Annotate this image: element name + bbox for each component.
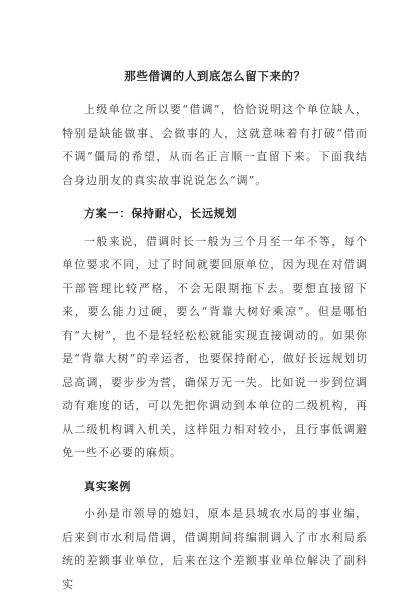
intro-paragraph: 上级单位之所以要“借调”，恰恰说明这个单位缺人，特别是缺能做事、会做事的人，这就意味着有打破“借而不调”僵局的希望，从而名正言顺一直留下来。下面我结合身边朋友的真实故事说说怎么“调”。 — [62, 103, 368, 187]
section-heading-plan-one: 方案一：保持耐心，长远规划 — [84, 207, 238, 220]
plan-one-paragraph: 一般来说，借调时长一般为三个月至一年不等，每个单位要求不同，过了时间就要回原单位，因为现在对借调干部管理比较严格，不会无限期拖下去。要想直接留下来，要么能力过硬，要么“背靠大树好乘凉”。但是哪怕有“大树”，也不是轻轻松松就能实现直接调动的。如果你是“背靠大树”的幸运者，也要保持耐心，做好长远规划切忌高调，要步步为营，确保万无一失。比如说一步到位调动有难度的话，可以先把你调动到本单位的二级机构，再从二级机构调入机关，这样阻力相对较小，且行事低调避免一些不必要的麻烦。 — [62, 234, 368, 459]
document-title: 那些借调的人到底怎么留下来的？ — [124, 69, 306, 83]
real-case-paragraph: 小孙是市领导的媳妇，原本是县城农水局的事业编，后来到市水利局借调，借调期间将编制调入了市水利局系统的差额事业单位，后来在这个差额事业单位解决了副科实 — [62, 507, 368, 591]
section-spacer — [62, 465, 368, 469]
section-spacer — [62, 192, 368, 196]
section-heading-real-case: 真实案例 — [84, 479, 132, 493]
